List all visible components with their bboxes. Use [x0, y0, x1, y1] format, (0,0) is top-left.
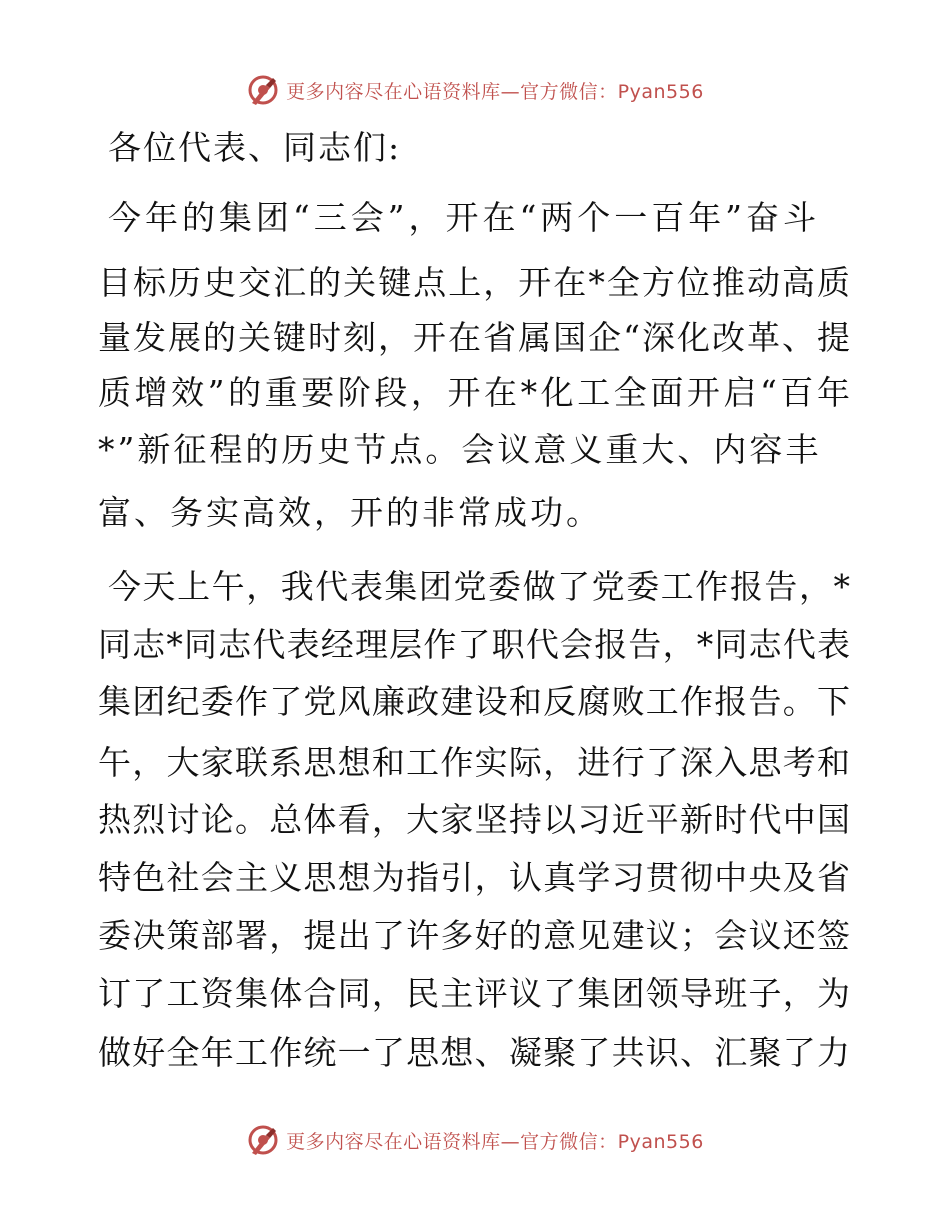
footer-watermark — [0, 1120, 950, 1160]
paragraph-line: 量发展的关键时刻，开在省属国企“深化改革、提 — [98, 318, 850, 357]
paragraph-line: 质增效”的重要阶段，开在*化工全面开启“百年 — [98, 373, 850, 412]
paragraph-line: 同志*同志代表经理层作了职代会报告，*同志代表 — [98, 625, 850, 664]
paragraph-line: *”新征程的历史节点。会议意义重大、内容丰 — [98, 430, 822, 469]
pen-logo-icon — [246, 73, 280, 107]
paragraph-line: 热烈讨论。总体看，大家坚持以习近平新时代中国 — [98, 800, 850, 839]
paragraph-line: 集团纪委作了党风廉政建设和反腐败工作报告。下 — [98, 682, 850, 721]
paragraph-line: 特色社会主义思想为指引，认真学习贯彻中央及省 — [98, 858, 850, 897]
paragraph-line: 做好全年工作统一了思想、凝聚了共识、汇聚了力 — [98, 1033, 850, 1072]
greeting: 各位代表、同志们: — [108, 128, 402, 167]
paragraph-line: 今年的集团“三会”，开在“两个一百年”奋斗 — [108, 198, 816, 237]
pen-logo-icon — [246, 1123, 280, 1157]
paragraph-line: 订了工资集体合同，民主评议了集团领导班子，为 — [98, 974, 850, 1013]
watermark-text: 更多内容尽在心语资料库—官方微信：Pyan556 — [286, 80, 704, 103]
paragraph-line: 富、务实高效，开的非常成功。 — [98, 493, 602, 532]
paragraph-line: 午，大家联系思想和工作实际，进行了深入思考和 — [98, 743, 850, 782]
watermark-text: 更多内容尽在心语资料库—官方微信：Pyan556 — [286, 1130, 704, 1153]
header-watermark — [0, 70, 950, 110]
paragraph-line: 今天上午，我代表集团党委做了党委工作报告，* — [108, 567, 850, 606]
paragraph-line: 委决策部署，提出了许多好的意见建议；会议还签 — [98, 916, 850, 955]
paragraph-line: 目标历史交汇的关键点上，开在*全方位推动高质 — [98, 263, 850, 302]
